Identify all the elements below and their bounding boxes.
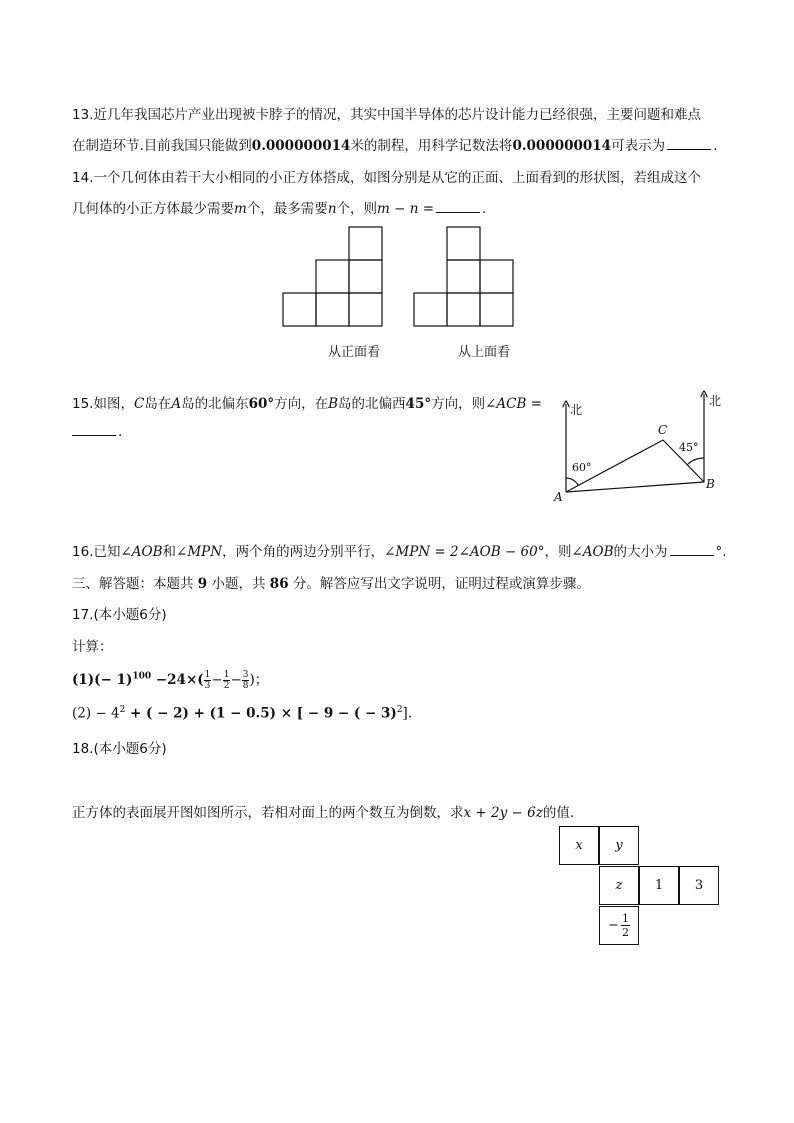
q16-text-b: 和 <box>162 544 177 560</box>
q15-text-d: 方向，在 <box>274 396 329 412</box>
q14-line-2 <box>72 197 486 217</box>
section-3-text-c: 分。解答应写出文字说明，证明过程或演算步骤。 <box>288 576 590 592</box>
caption-front-view: 从正面看 <box>328 345 381 360</box>
q16-relation: ∠MPN = 2∠AOB − 60° <box>384 544 545 560</box>
point-label-A: A <box>554 490 563 504</box>
q16-text-d: ，则 <box>544 544 572 560</box>
fraction-denominator: 3 <box>204 681 211 691</box>
fraction-numerator: 1 <box>621 912 629 925</box>
q16-answer-blank[interactable] <box>670 554 714 556</box>
net-face-3: 3 <box>679 866 719 905</box>
q18-expression: x + 2y − 6z <box>463 805 543 821</box>
q16-text-c: ，两个角的两边分别平行， <box>222 544 385 560</box>
angle-label-45: 45° <box>679 441 699 454</box>
q15-text-c: 岛的北偏东 <box>181 396 249 412</box>
q17-p1-mult: −24×( <box>151 672 204 688</box>
front-view-figure <box>282 224 386 328</box>
q14-period: . <box>482 201 487 217</box>
minus-sign: − <box>211 672 223 688</box>
q14-text-2a: 几何体的小正方体最少需要 <box>72 201 234 217</box>
q18-text <box>72 801 583 821</box>
q15-deg-45: 45° <box>405 396 432 412</box>
q15-var-C: C <box>133 396 145 412</box>
point-label-C: C <box>658 423 668 437</box>
q17-p1-base: (1)(− 1) <box>72 672 133 688</box>
q15-answer-blank[interactable] <box>72 434 116 436</box>
q16-angle-mpn: ∠MPN <box>176 544 223 560</box>
q15-text-e: 岛的北偏西 <box>338 396 406 412</box>
fraction-denominator: 2 <box>621 926 629 939</box>
q15-text-a: 15.如图， <box>72 396 134 412</box>
q14-expression: m − n = <box>377 201 435 217</box>
minus-sign: − <box>230 672 242 688</box>
q14-line-1 <box>72 166 701 186</box>
q13-line-2 <box>72 134 717 154</box>
net-face-y: y <box>599 826 639 865</box>
q15-deg-60: 60° <box>248 396 275 412</box>
q13-number-2: 0.000000014 <box>512 138 612 154</box>
q14-text-2b: 个，最多需要 <box>246 201 328 217</box>
q16-angle-aob: ∠AOB <box>120 544 163 560</box>
q17-p2-start: (2) − 4 <box>72 705 120 722</box>
fraction-numerator: 3 <box>242 670 249 680</box>
q13-text-2c: 可表示为 <box>611 138 666 154</box>
q16-angle-aob-2: ∠AOB <box>571 544 614 560</box>
net-face-x: x <box>559 826 599 865</box>
q14-var-n: n <box>327 201 337 217</box>
q13-text-2b: 米的制程，用科学记数法将 <box>350 138 513 154</box>
q13-text-1: 13.近几年我国芯片产业出现被卡脖子的情况，其实中国半导体的芯片设计能力已经很强，主要问题和难点 <box>72 107 701 123</box>
q17-p1-exponent: 100 <box>132 671 152 682</box>
section-3-heading <box>72 572 590 592</box>
q17-calc-label: 计算： <box>72 639 113 655</box>
q15-var-A: A <box>171 396 182 412</box>
q15-line-2 <box>72 424 122 440</box>
compass-bearing-figure <box>548 388 728 508</box>
q17-p1-end: )； <box>249 672 269 688</box>
q18-text-a: 正方体的表面展开图如图所示，若相对面上的两个数互为倒数，求 <box>72 805 464 821</box>
net-face-1: 1 <box>639 866 679 905</box>
q17-p2-exponent-2: 2 <box>396 705 403 715</box>
q17-p2-exponent: 2 <box>119 705 126 715</box>
angle-label-60: 60° <box>572 461 592 474</box>
q14-text-2c: 个，则 <box>336 201 378 217</box>
q15-period: . <box>118 424 123 440</box>
q15-text-b: 岛在 <box>144 396 172 412</box>
q15-line-1 <box>72 392 542 412</box>
q17-part-1 <box>72 668 268 691</box>
q16-text-e: 的大小为 <box>613 544 668 560</box>
section-3-points: 86 <box>269 576 289 592</box>
q13-text-2a: 在制造环节.目前我国只能做到 <box>72 138 252 154</box>
q13-line-1 <box>72 103 701 123</box>
section-3-text-b: 小题，共 <box>207 576 270 592</box>
q15-angle-acb: ∠ACB = <box>485 396 543 412</box>
q17-p2-end: ]. <box>402 705 413 722</box>
section-3-text-a: 三、解答题：本题共 <box>72 576 198 592</box>
north-label-left: 北 <box>570 403 583 417</box>
q15-text-f: 方向，则 <box>431 396 486 412</box>
point-label-B: B <box>706 477 715 491</box>
q13-answer-blank[interactable] <box>667 148 711 150</box>
north-label-right: 北 <box>709 394 722 408</box>
fraction-numerator: 1 <box>204 670 211 680</box>
fraction-denominator: 2 <box>223 681 230 691</box>
minus-sign: − <box>608 918 619 933</box>
q13-period: . <box>713 138 718 154</box>
q14-text-1: 14.一个几何体由若干大小相同的小正方体搭成，如图分别是从它的正面、上面看到的形状图，若组成这个 <box>72 170 701 186</box>
net-face-neg-half <box>599 906 639 945</box>
q15-var-B: B <box>328 396 339 412</box>
q14-answer-blank[interactable] <box>436 211 480 213</box>
top-view-figure <box>413 224 517 328</box>
q18-heading: 18.(本小题6分) <box>72 741 167 757</box>
q17-heading: 17.(本小题6分) <box>72 607 167 623</box>
q16-line <box>72 540 727 560</box>
fraction-one-half <box>621 912 630 939</box>
caption-top-view: 从上面看 <box>458 345 511 360</box>
q14-var-m: m <box>234 201 247 217</box>
q16-text-a: 16.已知 <box>72 544 121 560</box>
q17-p2-middle: + ( − 2) + (1 − 0.5) × [ − 9 − ( − 3) <box>125 705 397 722</box>
q16-degree-end: °. <box>715 544 727 560</box>
q18-text-b: 的值． <box>542 805 584 821</box>
net-face-z: z <box>599 866 639 905</box>
section-3-count: 9 <box>197 576 208 592</box>
q13-number-1: 0.000000014 <box>251 138 351 154</box>
fraction-denominator: 8 <box>242 681 249 691</box>
q17-part-2 <box>72 705 412 722</box>
fraction-numerator: 1 <box>223 670 230 680</box>
